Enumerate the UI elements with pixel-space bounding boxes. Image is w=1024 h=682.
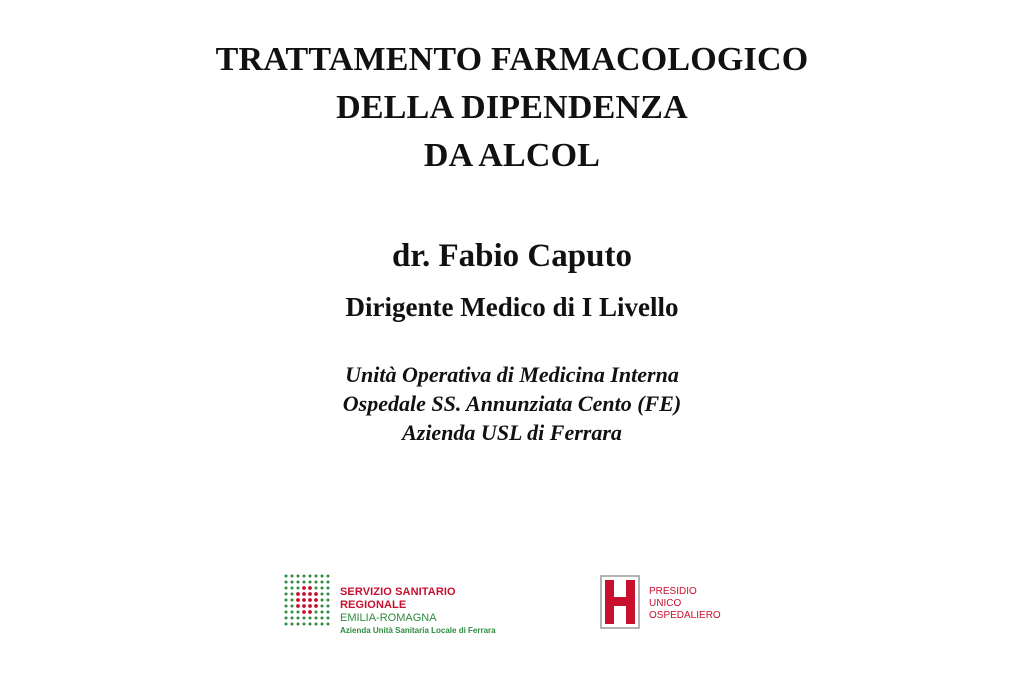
logo-dot: [302, 586, 306, 590]
logo-dot: [297, 617, 300, 620]
logo-dot: [315, 617, 318, 620]
logo-dot: [291, 581, 294, 584]
ssr-logo-line: SERVIZIO SANITARIO REGIONALE: [340, 586, 456, 611]
ssr-logo-line: Azienda Unità Sanitaria Locale di Ferrara: [340, 626, 496, 635]
logo-dot: [327, 617, 330, 620]
title-line: DELLA DIPENDENZA: [336, 89, 688, 126]
presidio-unico-ospedaliero-logo: [599, 574, 729, 630]
logo-dot: [291, 575, 294, 578]
logo-dot: [327, 575, 330, 578]
logo-dot: [297, 623, 300, 626]
logo-dot: [297, 581, 300, 584]
hospital-h-icon: [599, 574, 641, 630]
title-line: DA ALCOL: [423, 137, 601, 174]
logo-dot: [291, 623, 294, 626]
logo-dot: [315, 575, 318, 578]
dot-grid-logo-icon: [282, 572, 332, 630]
logo-dot: [315, 611, 318, 614]
ssr-logo-line: EMILIA-ROMAGNA: [340, 612, 437, 624]
logo-dot: [291, 605, 294, 608]
ssr-emilia-romagna-logo: [282, 572, 512, 635]
logo-dot: [291, 617, 294, 620]
affiliation-line: Azienda USL di Ferrara: [402, 420, 622, 445]
logo-dot: [291, 599, 294, 602]
logo-dot: [308, 604, 312, 608]
logo-dot: [296, 592, 300, 596]
logo-dot: [327, 623, 330, 626]
logo-dot: [315, 581, 318, 584]
logo-dot: [321, 593, 324, 596]
logo-dot: [327, 593, 330, 596]
logo-dot: [285, 617, 288, 620]
logo-dot: [321, 599, 324, 602]
logo-dot: [308, 592, 312, 596]
logo-dot: [327, 599, 330, 602]
logo-dot: [308, 586, 312, 590]
affiliation: [0, 360, 1024, 447]
logo-dot: [291, 587, 294, 590]
logo-dot: [321, 617, 324, 620]
logo-dot: [296, 598, 300, 602]
logo-dot: [321, 611, 324, 614]
ssr-logo-text: [340, 586, 520, 637]
logo-dot: [327, 605, 330, 608]
affiliation-line: Unità Operativa di Medicina Interna: [345, 362, 679, 387]
logo-dot: [291, 593, 294, 596]
logo-dot: [315, 623, 318, 626]
affiliation-line: Ospedale SS. Annunziata Cento (FE): [342, 391, 682, 416]
logo-dot: [285, 623, 288, 626]
logo-dot: [309, 581, 312, 584]
logo-dot: [297, 611, 300, 614]
logo-dot: [285, 581, 288, 584]
logo-dot: [297, 575, 300, 578]
logo-dot: [303, 623, 306, 626]
logo-dot: [285, 587, 288, 590]
logo-dot: [327, 581, 330, 584]
logo-dot: [321, 623, 324, 626]
logo-dot: [291, 611, 294, 614]
logo-dot: [314, 604, 318, 608]
logo-dot: [302, 592, 306, 596]
logo-dot: [302, 604, 306, 608]
logo-dot: [309, 623, 312, 626]
author-name: dr. Fabio Caputo: [392, 238, 632, 274]
logo-dot: [297, 587, 300, 590]
logo-dot: [308, 610, 312, 614]
logo-dot: [303, 581, 306, 584]
logo-dot: [315, 587, 318, 590]
logo-dot: [296, 604, 300, 608]
logo-dot: [302, 598, 306, 602]
logo-dot: [327, 611, 330, 614]
puo-logo-text: [649, 586, 721, 622]
logo-dot: [309, 617, 312, 620]
title-line: TRATTAMENTO FARMACOLOGICO: [215, 41, 809, 78]
logo-dot: [321, 587, 324, 590]
puo-logo-line: OSPEDALIERO: [649, 610, 721, 621]
logo-dot: [308, 598, 312, 602]
logo-dot: [314, 598, 318, 602]
author-role: Dirigente Medico di I Livello: [345, 292, 679, 322]
logo-dot: [285, 575, 288, 578]
logo-dot: [285, 611, 288, 614]
logo-dot: [309, 575, 312, 578]
logo-dot: [285, 605, 288, 608]
puo-logo-line: PRESIDIO: [649, 586, 697, 597]
logo-dot: [327, 587, 330, 590]
logo-dot: [302, 610, 306, 614]
puo-logo-line: UNICO: [649, 598, 682, 609]
logo-dot: [303, 617, 306, 620]
logo-dot: [321, 605, 324, 608]
logo-dot: [285, 593, 288, 596]
logo-dot: [314, 592, 318, 596]
logo-dot: [321, 575, 324, 578]
logo-dot: [303, 575, 306, 578]
slide-title: [0, 36, 1024, 180]
logo-dot: [285, 599, 288, 602]
logo-dot: [321, 581, 324, 584]
